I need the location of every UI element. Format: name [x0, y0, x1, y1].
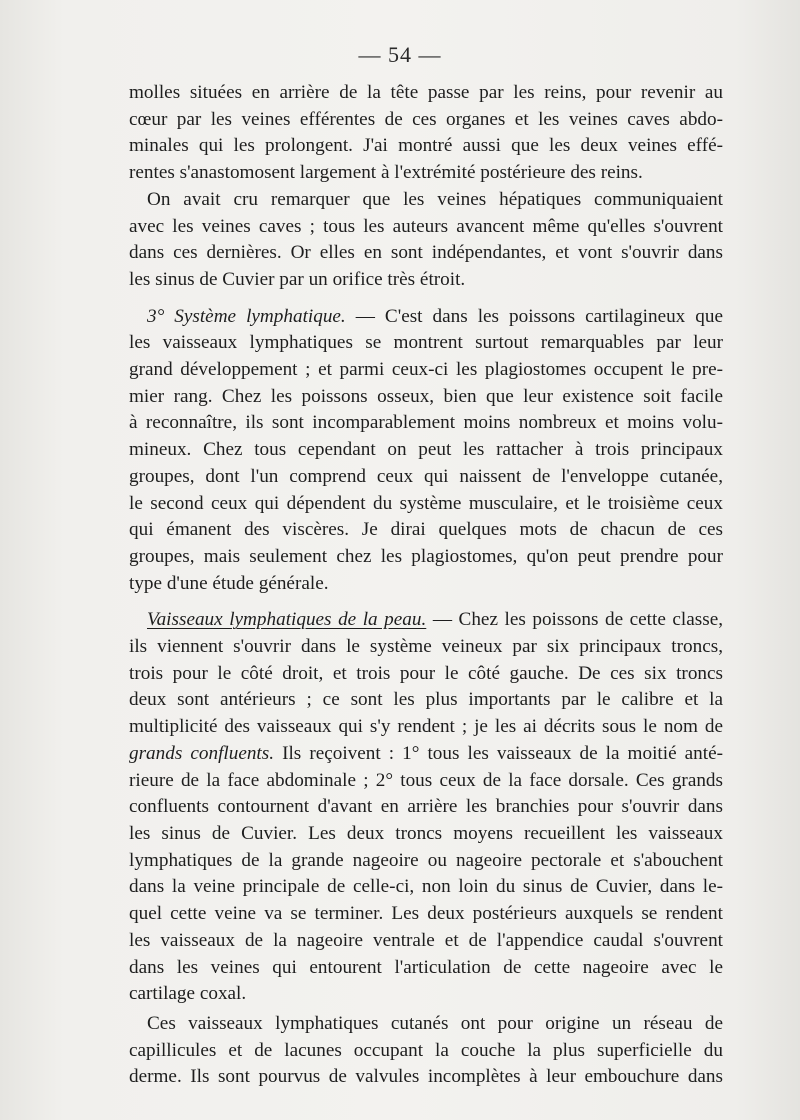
body-text [129, 80, 723, 1091]
text-line: groupes, mais seulement chez les plagiostomes, qu'on peut prendre pour [129, 545, 723, 567]
text-line: capillicules et de lacunes occupant la couche la plus superficielle du [129, 1039, 723, 1061]
text-line: molles situées en arrière de la tête passe par les reins, pour revenir au [129, 82, 723, 103]
text-line: ils viennent s'ouvrir dans le système veineux par six principaux troncs, [129, 636, 723, 658]
text-line: deux sont antérieurs ; ce sont les plus importants par le calibre et la [129, 689, 723, 711]
text-line: derme. Ils sont pourvus de valvules incomplètes à leur embouchure dans [129, 1066, 723, 1088]
text-line: les vaisseaux de la nageoire ventrale et de l'appendice caudal s'ouvrent [129, 929, 723, 951]
text-line: confluents contournent d'avant en arrière les branchies pour s'ouvrir dans [129, 796, 723, 818]
text-line: avec les veines caves ; tous les auteurs avancent même qu'elles s'ouvrent [129, 215, 723, 237]
text-line: les sinus de Cuvier par un orifice très étroit. [129, 268, 466, 290]
text-line: cartilage coxal. [129, 983, 247, 1005]
subsection-heading-skin-vessels: Vaisseaux lymphatiques de la peau. [147, 609, 427, 631]
text-line: qui émanent des viscères. Je dirai quelques mots de chacun de ces [129, 519, 723, 541]
text-line: trois pour le côté droit, et trois pour le côté gauche. De ces six troncs [129, 662, 723, 684]
text-line: groupes, dont l'un comprend ceux qui naissent de l'enveloppe cutanée, [129, 465, 723, 487]
text-line: mineux. Chez tous cependant on peut les rattacher à trois principaux [129, 439, 723, 461]
text-line: rentes s'anastomosent largement à l'extrémité postérieure des reins. [129, 162, 643, 184]
term-grands-confluents: grands confluents. [129, 742, 275, 764]
text-line: les vaisseaux lymphatiques se montrent surtout remarquables par leur [129, 332, 723, 354]
text-line-tail: — Chez les poissons de cette classe, [426, 609, 724, 631]
text-line: On avait cru remarquer que les veines hépatiques communiquaient [147, 188, 723, 210]
text-line: quel cette veine va se terminer. Les deux postérieurs auxquels se rendent [129, 903, 723, 925]
text-line: dans les veines qui entourent l'articulation de cette nageoire avec le [129, 956, 723, 978]
text-line: minales qui les prolongent. J'ai montré aussi que les deux veines effé- [129, 135, 723, 157]
text-line: dans ces dernières. Or elles en sont indépendantes, et vont s'ouvrir dans [129, 242, 723, 264]
text-line: multiplicité des vaisseaux qui s'y rendent ; je les ai décrits sous le nom de [129, 716, 723, 738]
text-line: dans la veine principale de celle-ci, non loin du sinus de Cuvier, dans le- [129, 876, 723, 898]
text-line: rieure de la face abdominale ; 2° tous ceux de la face dorsale. Ces grands [129, 769, 723, 791]
text-line-with-term [129, 741, 723, 768]
text-line: à reconnaître, ils sont incomparablement moins nombreux et moins volu- [129, 412, 723, 434]
section-heading-line [129, 304, 723, 331]
text-line: les sinus de Cuvier. Les deux troncs moyens recueillent les vaisseaux [129, 822, 723, 844]
text-line: le second ceux qui dépendent du système musculaire, et le troisième ceux [129, 492, 723, 514]
text-line: Ces vaisseaux lymphatiques cutanés ont pour origine un réseau de [147, 1012, 723, 1034]
section-heading-lymphatic: 3° Système lymphatique. [147, 305, 346, 327]
text-line-tail: — C'est dans les poissons cartilagineux que [345, 305, 723, 327]
text-line: cœur par les veines efférentes de ces organes et les veines caves abdo- [129, 108, 723, 130]
text-line: grand développement ; et parmi ceux-ci les plagiostomes occupent le pre- [129, 359, 723, 381]
page-number: — 54 — [358, 42, 442, 67]
text-line: type d'une étude générale. [129, 572, 329, 594]
text-line-tail: Ils reçoivent : 1° tous les vaisseaux de la moitié anté- [274, 742, 723, 764]
text-line: lymphatiques de la grande nageoire ou nageoire pectorale et s'abouchent [129, 849, 723, 871]
subsection-heading-line [129, 607, 723, 634]
text-line: mier rang. Chez les poissons osseux, bien que leur existence soit facile [129, 385, 723, 407]
